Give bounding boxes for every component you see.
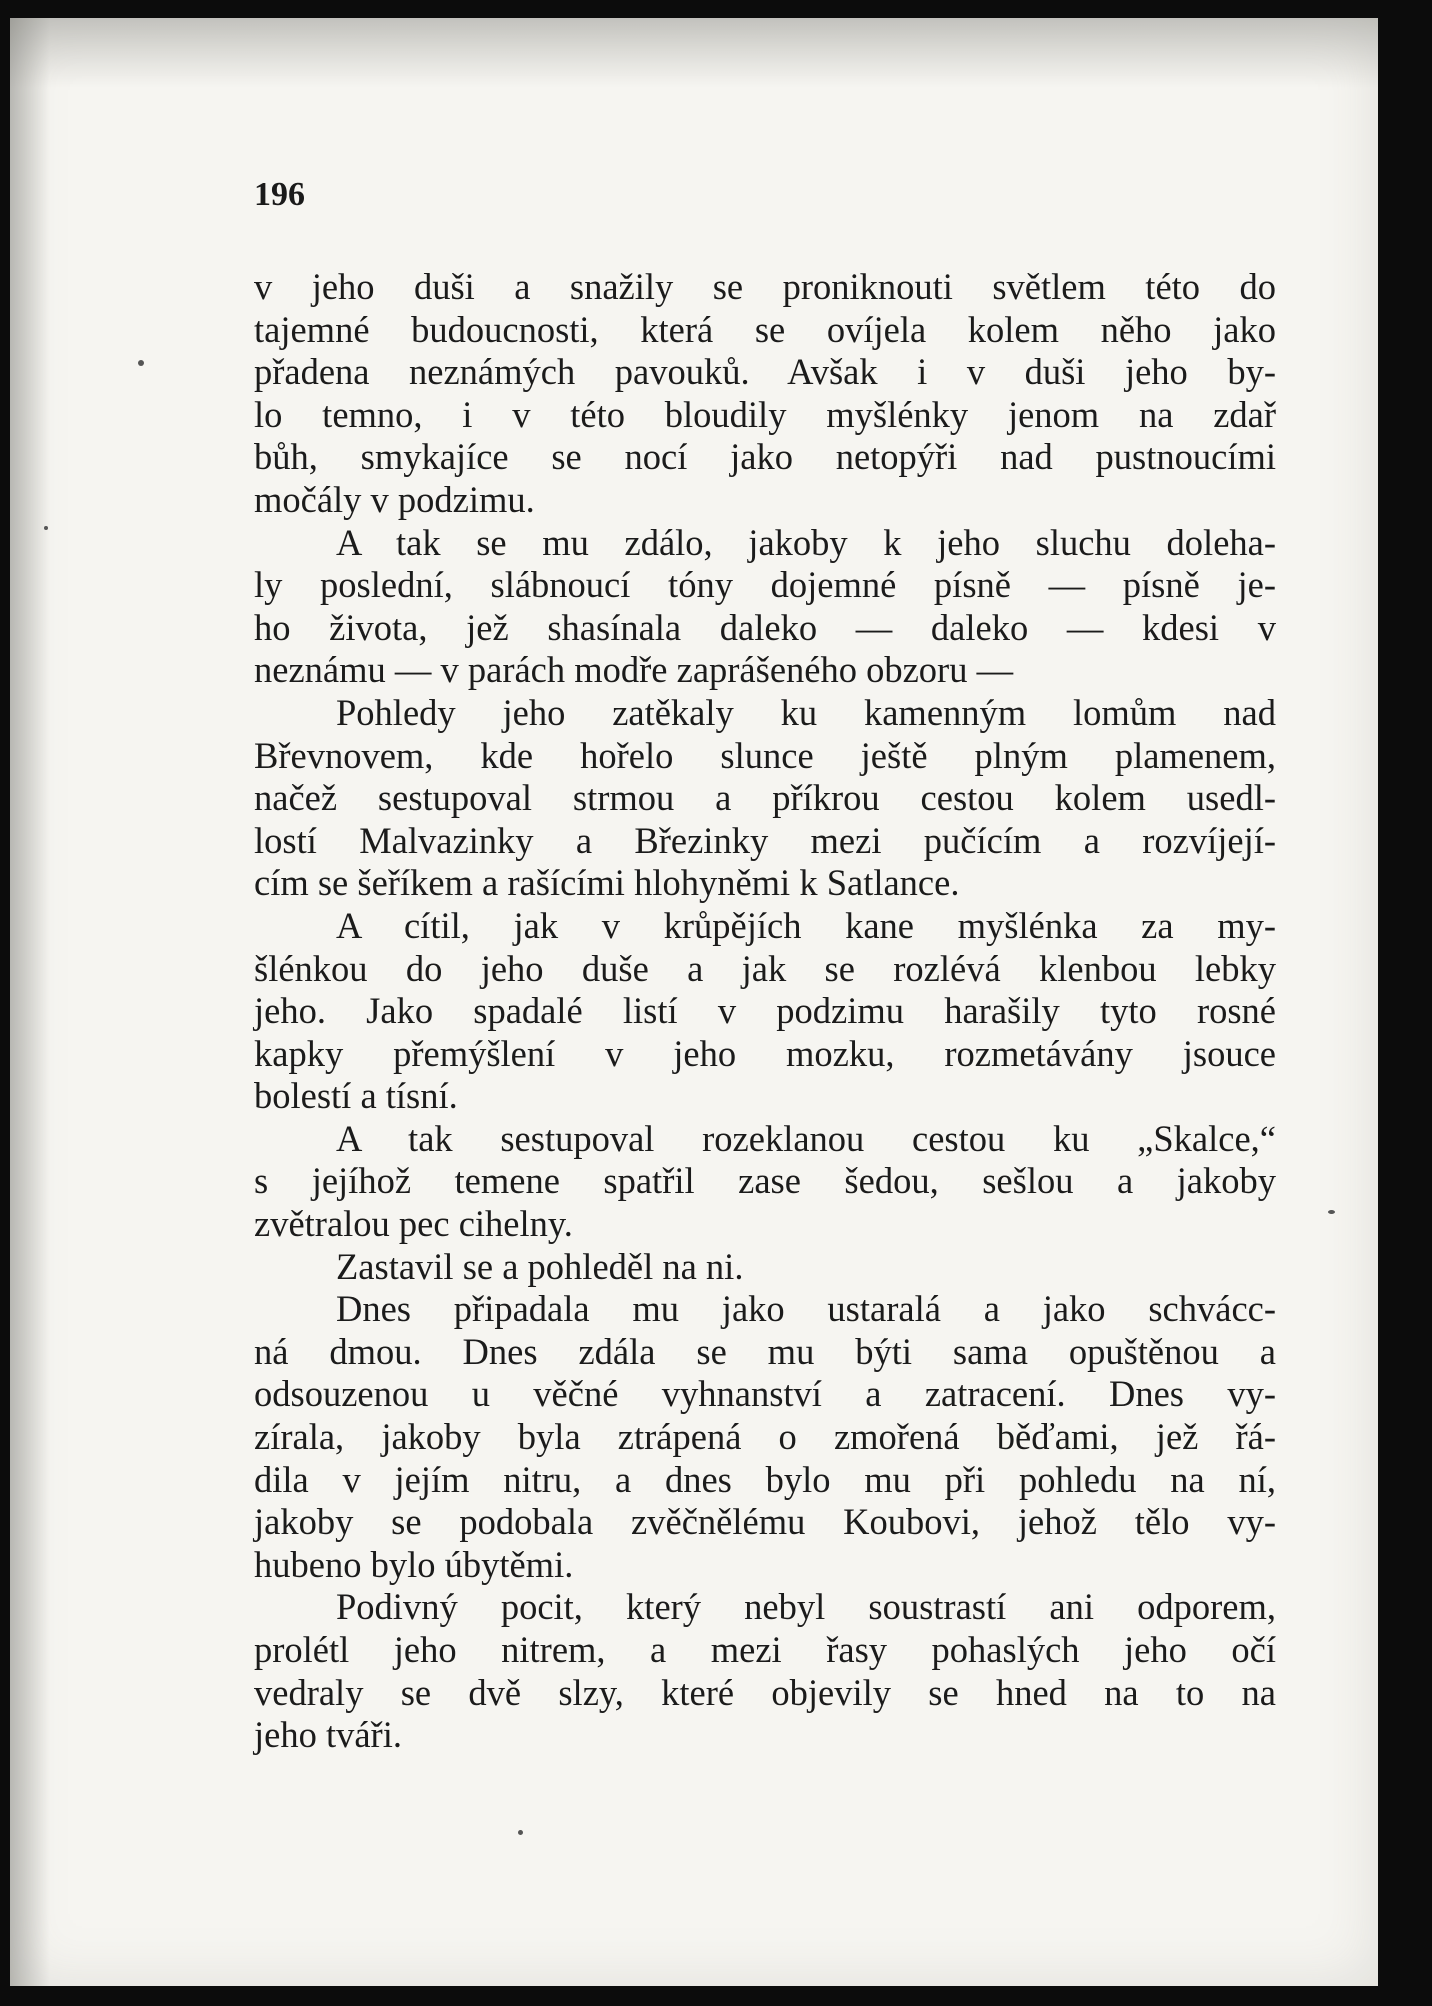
text-line: kapky přemýšlení v jeho mozku, rozmetávány jsouce xyxy=(254,1032,1276,1074)
print-speck xyxy=(1328,1210,1335,1214)
text-line: hubeno bylo úbytěmi. xyxy=(254,1543,574,1585)
text-line: načež sestupoval strmou a příkrou cestou kolem usedl- xyxy=(254,777,1276,819)
text-line: v jeho duši a snažily se proniknouti světlem této do xyxy=(254,266,1276,307)
text-line: vedraly se dvě slzy, které objevily se hned na to na xyxy=(254,1671,1276,1713)
text-line: jakoby se podobala zvěčnělému Koubovi, jehož tělo vy- xyxy=(254,1501,1276,1543)
text-line: s jejíhož temene spatřil zase šedou, sešlou a jakoby xyxy=(254,1160,1276,1202)
text-line: tajemné budoucnosti, která se ovíjela kolem něho jako xyxy=(254,308,1276,350)
text-line: Podivný pocit, který nebyl soustrastí ani odporem, xyxy=(336,1586,1276,1628)
text-line: zvětralou pec cihelny. xyxy=(254,1203,573,1245)
text-line: A tak se mu zdálo, jakoby k jeho sluchu doleha- xyxy=(336,521,1276,563)
text-line: Pohledy jeho zatěkaly ku kamenným lomům nad xyxy=(336,691,1276,733)
text-line: jeho tváři. xyxy=(254,1714,402,1756)
text-line: přadena neznámých pavouků. Avšak i v duši jeho by- xyxy=(254,351,1276,393)
text-line: šlénkou do jeho duše a jak se rozlévá klenbou lebky xyxy=(254,947,1276,989)
text-line: dila v jejím nitru, a dnes bylo mu při pohledu na ní, xyxy=(254,1458,1276,1500)
print-speck xyxy=(518,1830,523,1835)
page-number: 196 xyxy=(254,176,305,213)
text-line: bolestí a tísní. xyxy=(254,1075,458,1117)
text-line: Dnes připadala mu jako ustaralá a jako schvácc- xyxy=(336,1288,1276,1330)
text-line: lostí Malvazinky a Březinky mezi pučícím a rozvíjejí- xyxy=(254,819,1276,861)
text-line: močály v podzimu. xyxy=(254,478,535,520)
text-line: ly poslední, slábnoucí tóny dojemné písně — písně je- xyxy=(254,564,1276,606)
print-speck xyxy=(44,526,48,530)
text-line: zírala, jakoby byla ztrápená o zmořená běďami, jež řá- xyxy=(254,1416,1276,1458)
text-line: neznámu — v parách modře zaprášeného obzoru — xyxy=(254,649,1014,691)
text-line: jeho. Jako spadalé listí v podzimu harašily tyto rosné xyxy=(254,990,1276,1032)
text-line: A cítil, jak v krůpějích kane myšlénka za my- xyxy=(336,904,1276,946)
book-page xyxy=(10,18,1378,1986)
text-line: odsouzenou u věčné vyhnanství a zatracení. Dnes vy- xyxy=(254,1373,1276,1415)
text-line: ho života, jež shasínala daleko — daleko — kdesi v xyxy=(254,606,1276,648)
print-speck xyxy=(138,360,144,366)
text-line: cím se šeříkem a rašícími hlohyněmi k Satlance. xyxy=(254,862,960,904)
top-edge-shadow xyxy=(10,18,1378,88)
text-line: Zastavil se a pohleděl na ni. xyxy=(336,1245,744,1287)
text-line: prolétl jeho nitrem, a mezi řasy pohaslých jeho očí xyxy=(254,1629,1276,1670)
binding-shadow xyxy=(10,18,50,1986)
text-line: bůh, smykajíce se nocí jako netopýři nad pustnoucími xyxy=(254,436,1276,478)
text-line: A tak sestupoval rozeklanou cestou ku „Skalce,“ xyxy=(336,1117,1276,1159)
text-line: lo temno, i v této bloudily myšlénky jenom na zdař xyxy=(254,393,1276,435)
text-line: ná dmou. Dnes zdála se mu býti sama opuštěnou a xyxy=(254,1330,1276,1372)
body-text xyxy=(254,266,1276,1757)
text-line: Břevnovem, kde hořelo slunce ještě plným plamenem, xyxy=(254,734,1276,776)
